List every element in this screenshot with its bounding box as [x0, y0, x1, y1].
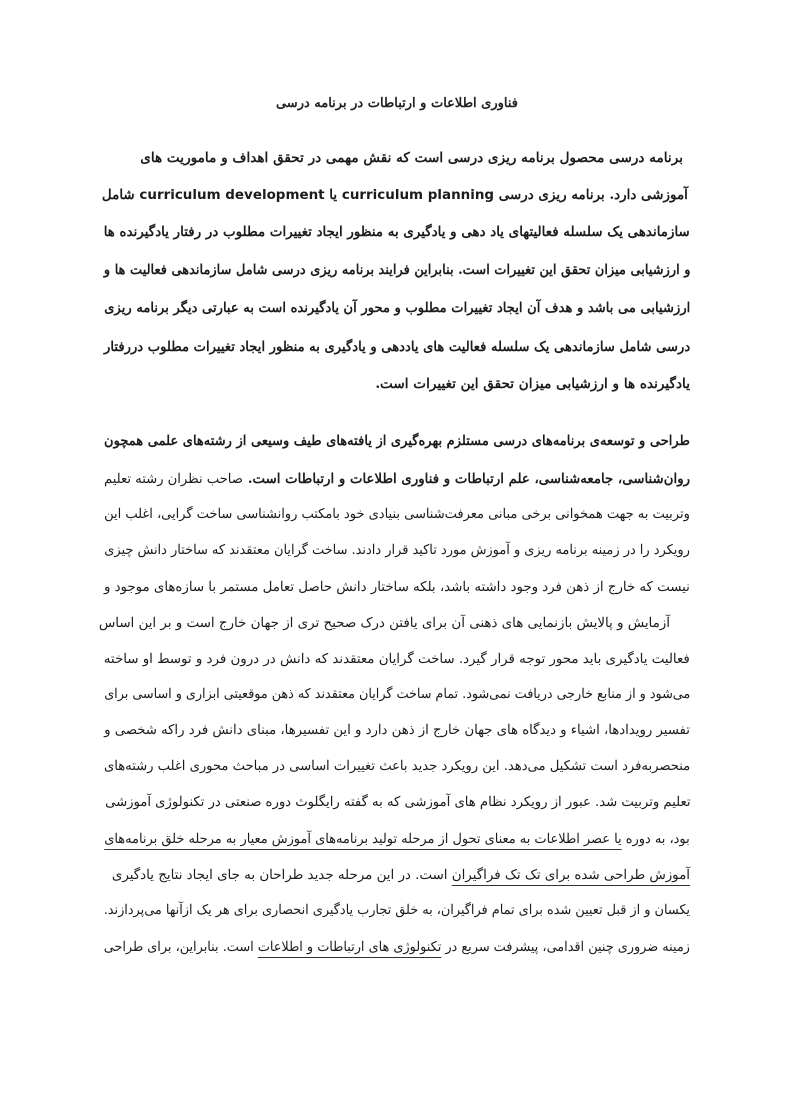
document-title: فناوری اطلاعات و ارتباطات در برنامه درسی	[275, 96, 519, 111]
para2-line-2	[104, 468, 690, 487]
para1-line-4: و ارزشیابی میزان تحقق این تغییرات است. بنابراین فرایند برنامه ریزی درسی شامل سازماندهی فعالیت ها و	[103, 262, 690, 278]
para2-line-5: نیست که خارج از ذهن فرد وجود داشته باشد، بلکه ساختار دانش حاصل تعامل مستمر با سازه‌های موجود و	[104, 580, 690, 595]
para2-line-12-text: بود، به دوره	[621, 832, 690, 847]
para2-line-15-text-b: است. بنابراین، برای طراحی	[103, 940, 258, 955]
para1-line-2-text-c: شامل	[101, 187, 135, 203]
para2-line-2-regular: صاحب نظران رشته تعلیم	[103, 472, 243, 487]
para2-line-8: می‌شود و از منابع خارجی دریافت نمی‌شود. تمام ساخت گرایان معتقدند که ذهن موقعیتی ابزاری و اساسی برای	[103, 687, 690, 702]
para2-line-1: طراحی و توسعه‌ی برنامه‌های درسی مستلزم بهره‌گیری از یافته‌های طیف وسیعی از رشته‌های علمی همچون	[104, 433, 690, 449]
para2-line-13-text: است. در این مرحله جدید طراحان به جای ایجاد نتایج یادگیری	[111, 868, 452, 883]
para1-line-3: سازماندهی یک سلسله فعالیتهای یاد دهی و یادگیری به منظور ایجاد تغییرات مطلوب در رفتار یادگیرنده ها	[103, 224, 690, 240]
para2-line-15-text-a: زمینه ضروری چنین اقدامی، پیشرفت سریع در	[441, 940, 690, 955]
para2-line-9: تفسیر رویدادها، اشیاء و دیدگاه های جهان خارج از ذهن دارد و این تفسیرها، مبنای دانش فرد راکه شخصی و	[104, 723, 690, 738]
para2-line-2-bold: روان‌شناسی، جامعه‌شناسی، علم ارتباطات و فناوری اطلاعات و ارتباطات است.	[247, 471, 690, 487]
para2-line-3: وتربیت به جهت همخوانی برخی مبانی معرفت‌شناسی بنیادی خود بامکتب روانشناسی ساخت گرایی، اغلب این	[104, 507, 690, 522]
underlined-phrase-ict: تکنولوژی های ارتباطات و اطلاعات	[257, 940, 442, 955]
para2-line-11: تعلیم وتربیت شد. عبور از رویکرد نظام های آموزشی که به گفته رایگلوث دوره صنعتی در تکنولوژی آموزشی	[104, 795, 690, 810]
underlined-phrase-information-age: یا عصر اطلاعات به معنای تحول از مرحله تولید برنامه‌های آموزش معیار به مرحله خلق برنامه‌های	[104, 832, 622, 847]
para2-line-10: منحصربه‌فرد است تشکیل می‌دهد. این رویکرد جدید باعث تغییرات اساسی در مباحث محوری اغلب رشته‌های	[103, 759, 690, 774]
para2-line-12	[105, 832, 690, 847]
para2-line-13	[112, 868, 690, 883]
term-curriculum-planning: curriculum planning	[341, 187, 495, 203]
para1-line-1: برنامه درسی محصول برنامه ریزی درسی است که نقش مهمی در تحقق اهداف و ماموریت های	[140, 150, 683, 166]
para2-line-15	[104, 940, 690, 955]
para2-line-4: رویکرد را در زمینه برنامه ریزی و آموزش مورد تاکید قرار دادند. ساخت گرایان معتقدند که ساختار دانش چیزی	[104, 543, 690, 558]
para2-line-14: یکسان و از قبل تعیین شده برای تمام فراگیران، به خلق تجارب یادگیری انحصاری برای هر یک ازآنها می‌پردازند.	[103, 903, 690, 918]
para2-line-7: فعالیت یادگیری باید محور توجه قرار گیرد. ساخت گرایان معتقدند که دانش در درون فرد و توسط او ساخته	[103, 652, 690, 667]
para1-line-6: درسی شامل سازماندهی یک سلسله فعالیت های یاددهی و یادگیری به منظور ایجاد تغییرات مطلوب دررفتار	[103, 339, 690, 355]
para1-line-2	[102, 187, 688, 203]
underlined-phrase-individual-learners: آموزش طراحی شده برای تک تک فراگیران	[451, 868, 690, 883]
para1-line-5: ارزشیابی می باشد و هدف آن ایجاد تغییرات مطلوب و محور آن یادگیرنده است به عبارتی دیگر برنامه ریزی	[103, 300, 690, 316]
term-curriculum-development: curriculum development	[139, 187, 325, 203]
para2-line-6: آزمایش و پالایش بازنمایی های ذهنی آن برای یافتن درک صحیح تری از جهان خارج است و بر این اساس	[98, 616, 670, 631]
para1-line-2-text-a: آموزشی دارد. برنامه ریزی درسی	[498, 187, 688, 203]
para1-line-2-text-b: یا	[329, 187, 338, 203]
para1-line-7: یادگیرنده ها و ارزشیابی میزان تحقق این تغییرات است.	[375, 376, 690, 392]
